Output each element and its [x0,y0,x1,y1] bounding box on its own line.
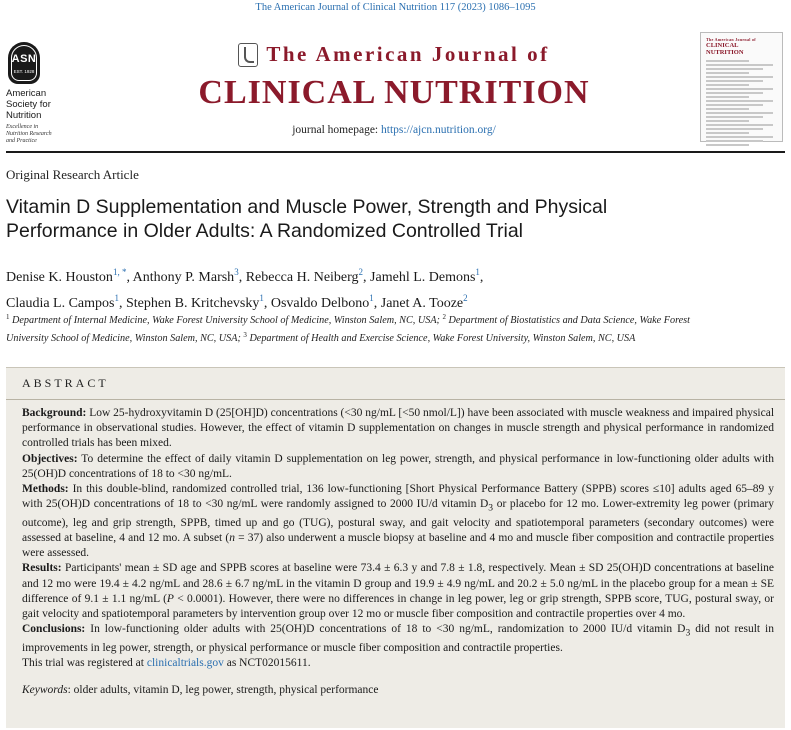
cover-line [706,88,773,90]
cover-line [706,112,773,114]
cover-line [706,76,773,78]
abstract-objectives [22,452,774,482]
cover-line [706,92,763,94]
author-affiliation-marker[interactable]: 2 [358,267,364,277]
abstract-body [22,406,774,698]
author-list [6,262,696,314]
cover-line [706,96,749,98]
author-name[interactable]: Denise K. Houston [6,270,113,285]
cover-line [706,144,749,146]
trial-registration [22,656,774,671]
author-separator: , [373,296,381,311]
methods-text: or placebo for 12 mo. Lower-extremity leg power (primary outcome), leg and grip strength, SPPB, timed up and go (TUG), postural sway, and gait velocity and spatiotemporal parameters (secondary outcomes) were assessed at baseline, 4 and 12 mo. A subset ( [22,498,774,544]
abstract-background [22,406,774,452]
author-separator: , [263,296,271,311]
asn-badge-icon [8,42,40,84]
journal-title-top-text: The American Journal of [266,42,550,66]
journal-title-main: CLINICAL NUTRITION [198,73,590,111]
author-affiliation-marker[interactable]: 2 [463,293,468,303]
asn-badge-text: ASN [11,53,37,65]
cover-line [706,140,763,142]
affiliation-marker: 3 [243,331,247,339]
society-tagline-line: Nutrition Research [6,131,52,137]
author-name[interactable]: Rebecca H. Neiberg [245,270,359,285]
society-tagline [6,124,68,145]
methods-text: = 37) also underwent a muscle biopsy at baseline and 4 mo and muscle fiber composition and contractile properties were assessed. [22,531,774,560]
registration-link[interactable]: clinicaltrials.gov [146,656,224,669]
cover-line [706,108,749,110]
asn-logo[interactable] [6,42,68,145]
journal-cover-thumbnail[interactable] [700,32,783,142]
results-text: Participants' mean ± SD age and SPPB scores at baseline were 73.4 ± 6.3 y and 7.8 ± 1.8, respectively. Mean ± SD 25(OH)D concentrations at baseline and 12 mo were 19.4 ± 4.2 ng/mL and 28.6 ± 6.7 ng/mL in the vitamin D group and 19.9 ± 4.9 ng/mL and 20.2 ± 5.0 ng/mL in the placebo group for a mean ± SE difference of 9.1 ± 1.1 ng/mL ( [22,562,774,605]
abstract-conclusions [22,622,774,656]
masthead [0,22,791,152]
running-head: The American Journal of Clinical Nutrition 117 (2023) 1086–1095 [255,2,536,13]
affiliation-marker: 1 [6,313,10,321]
results-label: Results: [22,562,62,575]
author-name[interactable]: Claudia L. Campos [6,296,115,311]
society-tagline-line: Excellence in [6,124,39,130]
author-name[interactable]: Janet A. Tooze [380,296,464,311]
author-separator: , [479,270,484,285]
author-name[interactable]: Anthony P. Marsh [132,270,235,285]
author-affiliation-marker[interactable]: 1 [259,293,264,303]
cover-line [706,60,749,62]
society-name-line: Nutrition [6,110,42,121]
asn-badge-est: EST. 1928 [13,69,35,74]
background-text: Low 25-hydroxyvitamin D (25[OH]D) concentrations (<30 ng/mL [<50 nmol/L]) have been associated with muscle weakness and impaired physical performance in observational studies. However, the effect of vitamin D supplementation on changes in muscle strength and physical performance in randomized controlled trials has been mixed. [22,407,775,450]
cover-line [706,136,773,138]
author-affiliation-marker[interactable]: 1 [369,293,374,303]
cover-line [706,100,773,102]
author-separator: , [363,270,371,285]
objectives-text: To determine the effect of daily vitamin D supplementation on leg power, strength, and physical performance in low-functioning older adults with 25(OH)D concentrations of 18 to <30 ng/mL. [22,452,774,480]
author-name[interactable]: Jamehl L. Demons [370,270,476,285]
results-text: < 0.0001). However, there were no differences in change in leg power, leg or grip strength, SPPB score, TUG, postural sway, or gait velocity and spatiotemporal parameters by intervention group over 12 mo or muscle fiber composition and contractile properties over 4 mo. [22,592,775,620]
background-label: Background: [22,407,87,419]
methods-n: n [229,531,235,544]
author-name[interactable]: Stephen B. Kritchevsky [126,296,260,311]
cover-title-main: CLINICAL NUTRITION [706,42,744,56]
ajcn-emblem-icon [238,43,258,67]
author-affiliation-marker[interactable]: 3 [234,267,239,277]
conclusions-text: In low-functioning older adults with 25(OH)D concentrations of 18 to <30 ng/mL, randomization to 2000 IU/d vitamin D [85,623,686,636]
keywords [22,683,774,698]
author-affiliation-marker[interactable]: 1 [114,293,119,303]
cover-line [706,128,763,130]
cover-line [706,64,773,66]
author-separator: , [238,270,246,285]
abstract-results [22,561,774,622]
methods-subscript: 3 [488,502,494,514]
cover-line [706,68,763,70]
homepage-label: journal homepage: [292,123,381,136]
header-divider [6,151,785,153]
homepage-link[interactable]: https://ajcn.nutrition.org/ [381,123,496,136]
journal-title-top [238,42,549,67]
author-separator: , [126,270,133,285]
conclusions-label: Conclusions: [22,623,86,636]
affiliation-marker: 2 [442,313,446,321]
article-type: Original Research Article [6,167,139,182]
cover-line [706,116,763,118]
results-p: P [166,592,174,605]
cover-line [706,124,773,126]
conclusions-subscript: 3 [685,627,691,639]
methods-text: In this double-blind, randomized controlled trial, 136 low-functioning [Short Physical Performance Battery (SPPB) scores ≤10] adults aged 65–89 y with 25(OH)D concentrations of 18 to <30 ng/mL were randomly assigned to 2000 IU/d vitamin D [22,483,774,511]
affiliation-text: Department of Biostatistics and Data Science, Wake Forest University School of Medicine, Winston Salem, NC, USA; [6,315,690,344]
article-title: Vitamin D Supplementation and Muscle Power, Strength and Physical Performance in Older Adults: A Randomized Controlled Trial [6,196,608,242]
author-separator: , [119,296,126,311]
methods-label: Methods: [22,483,69,496]
cover-line [706,84,749,86]
registration-text: as NCT02015611. [223,656,311,669]
society-tagline-line: and Practice [6,138,37,144]
cover-line [706,132,749,134]
registration-text: This trial was registered at [22,656,147,669]
author-name[interactable]: Osvaldo Delbono [270,296,370,311]
journal-homepage [120,124,668,136]
abstract-methods [22,482,774,561]
author-affiliation-marker[interactable]: 1 [475,267,480,277]
affiliation-text: Department of Internal Medicine, Wake Forest University School of Medicine, Winston Salem, NC, USA; [9,315,443,326]
society-name-line: American [6,88,47,99]
cover-text-lines [706,60,777,146]
journal-header [120,42,668,136]
abstract-section [6,367,785,728]
cover-line [706,80,763,82]
keywords-text: : older adults, vitamin D, leg power, strength, physical performance [67,684,379,697]
cover-line [706,120,749,122]
affiliations [6,310,696,346]
cover-line [706,104,763,106]
author-affiliation-marker[interactable]: 1, * [112,267,127,277]
keywords-label: Keywords [22,684,68,697]
cover-title-top: The American Journal of [706,37,756,42]
objectives-label: Objectives: [22,452,78,465]
society-name-line: Society for [6,99,51,110]
conclusions-text: did not result in improvements in leg power, strength, or physical performance or muscle fiber composition and contractile properties. [22,623,774,654]
abstract-divider [6,399,785,400]
cover-line [706,72,749,74]
society-name [6,88,68,121]
affiliation-text: Department of Health and Exercise Science, Wake Forest University, Winston Salem, NC, USA [246,333,636,344]
abstract-heading: ABSTRACT [22,376,109,390]
